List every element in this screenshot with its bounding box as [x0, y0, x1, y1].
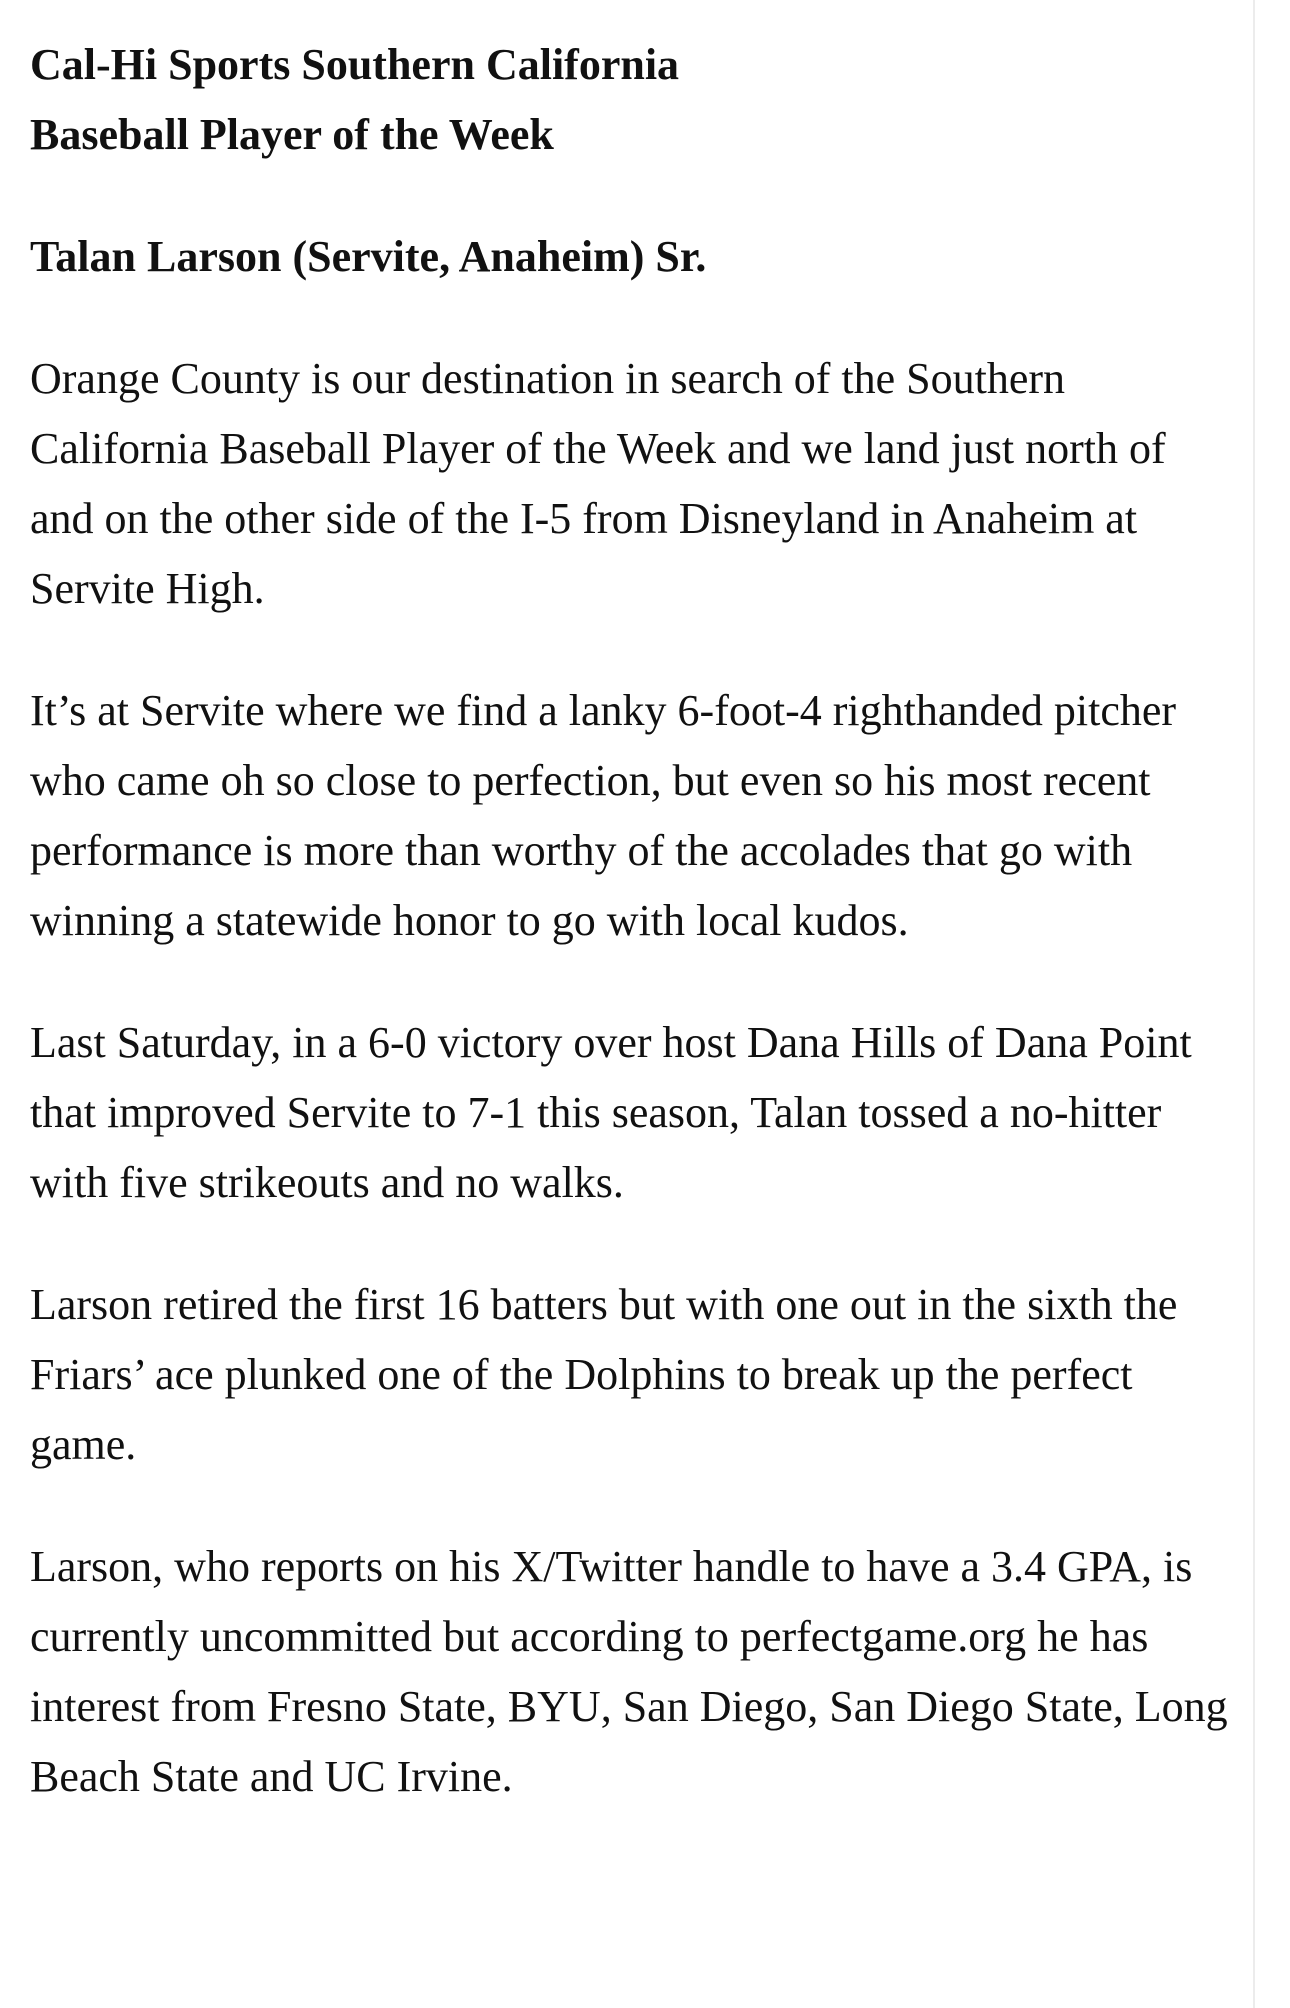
- article-paragraph-5: Larson, who reports on his X/Twitter handle to have a 3.4 GPA, is currently uncommitted but according to perfectgame.org he has interest from Fresno State, BYU, San Diego, San Diego State, Long Beach State and UC Irvine.: [30, 1542, 1228, 1801]
- headline-line-2: Baseball Player of the Week: [30, 110, 554, 159]
- article-paragraph-2: It’s at Servite where we find a lanky 6-foot-4 righthanded pitcher who came oh so close to perfection, but even so his most recent performance is more than worthy of the accolades that go with winning a statewide honor to go with local kudos.: [30, 686, 1177, 945]
- article: [30, 30, 1230, 1812]
- article-paragraph-1: Orange County is our destination in search of the Southern California Baseball Player of the Week and we land just north of and on the other side of the I-5 from Disneyland in Anaheim at Servite High.: [30, 354, 1166, 613]
- headline-line-1: Cal-Hi Sports Southern California: [30, 40, 680, 89]
- article-headline: [30, 30, 1230, 170]
- page-edge-divider: [1253, 0, 1255, 2008]
- article-paragraph-4: Larson retired the first 16 batters but with one out in the sixth the Friars’ ace plunked one of the Dolphins to break up the perfect game.: [30, 1280, 1178, 1469]
- article-paragraph-3: Last Saturday, in a 6-0 victory over host Dana Hills of Dana Point that improved Servite to 7-1 this season, Talan tossed a no-hitter with five strikeouts and no walks.: [30, 1018, 1192, 1207]
- player-name-heading: Talan Larson (Servite, Anaheim) Sr.: [30, 232, 707, 281]
